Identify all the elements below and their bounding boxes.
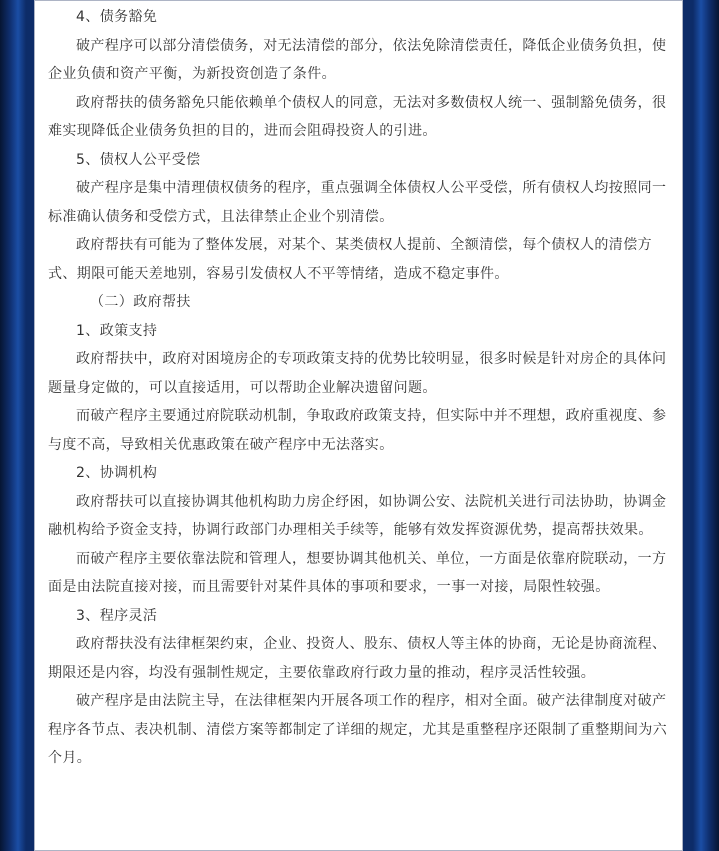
section-heading-procedural-flexibility: 3、程序灵活 — [76, 607, 158, 624]
paragraph: 政府帮扶中，政府对困境房企的专项政策支持的优势比较明显，很多时候是针对房企的具体问题量身定做的，可以直接适用，可以帮助企业解决遗留问题。 — [48, 351, 667, 396]
article-content — [48, 3, 679, 773]
section-heading-debt-exemption: 4、债务豁免 — [76, 9, 158, 25]
paragraph: 政府帮扶的债务豁免只能依赖单个债权人的同意，无法对多数债权人统一、强制豁免债务，很难实现降低企业债务负担的目的，进而会阻碍投资人的引进。 — [48, 94, 667, 139]
section-heading-creditor-fairness: 5、债权人公平受偿 — [76, 151, 201, 168]
paragraph: 政府帮扶有可能为了整体发展，对某个、某类债权人提前、全额清偿，每个债权人的清偿方式、期限可能天差地别，容易引发债权人不平等情绪，造成不稳定事件。 — [48, 237, 652, 282]
section-heading-policy-support: 1、政策支持 — [76, 322, 158, 339]
paragraph: 政府帮扶可以直接协调其他机构助力房企纾困，如协调公安、法院机关进行司法协助，协调金融机构给予资金支持，协调行政部门办理相关手续等，能够有效发挥资源优势，提高帮扶效果。 — [48, 493, 667, 538]
paragraph: 而破产程序主要通过府院联动机制，争取政府政策支持，但实际中并不理想，政府重视度、参与度不高，导致相关优惠政策在破产程序中无法落实。 — [48, 408, 667, 453]
paragraph: 破产程序是集中清理债权债务的程序，重点强调全体债权人公平受偿，所有债权人均按照同一标准确认债务和受偿方式，且法律禁止企业个别清偿。 — [48, 180, 667, 225]
paragraph: 而破产程序主要依靠法院和管理人，想要协调其他机关、单位，一方面是依靠府院联动，一方面是由法院直接对接，而且需要针对某件具体的事项和要求，一事一对接，局限性较强。 — [48, 550, 667, 595]
paragraph: 政府帮扶没有法律框架约束，企业、投资人、股东、债权人等主体的协商，无论是协商流程、期限还是内容，均没有强制性规定，主要依靠政府行政力量的推动，程序灵活性较强。 — [48, 636, 667, 681]
paragraph: 破产程序是由法院主导，在法律框架内开展各项工作的程序，相对全面。破产法律制度对破产程序各节点、表决机制、清偿方案等都制定了详细的规定，尤其是重整程序还限制了重整期间为六个月。 — [48, 693, 668, 766]
paragraph: 破产程序可以部分清偿债务，对无法清偿的部分，依法免除清偿责任，降低企业债务负担，使企业负债和资产平衡，为新投资创造了条件。 — [48, 37, 667, 82]
section-heading-coordination: 2、协调机构 — [76, 465, 158, 481]
subsection-heading-government-assistance: （二）政府帮扶 — [90, 294, 191, 310]
